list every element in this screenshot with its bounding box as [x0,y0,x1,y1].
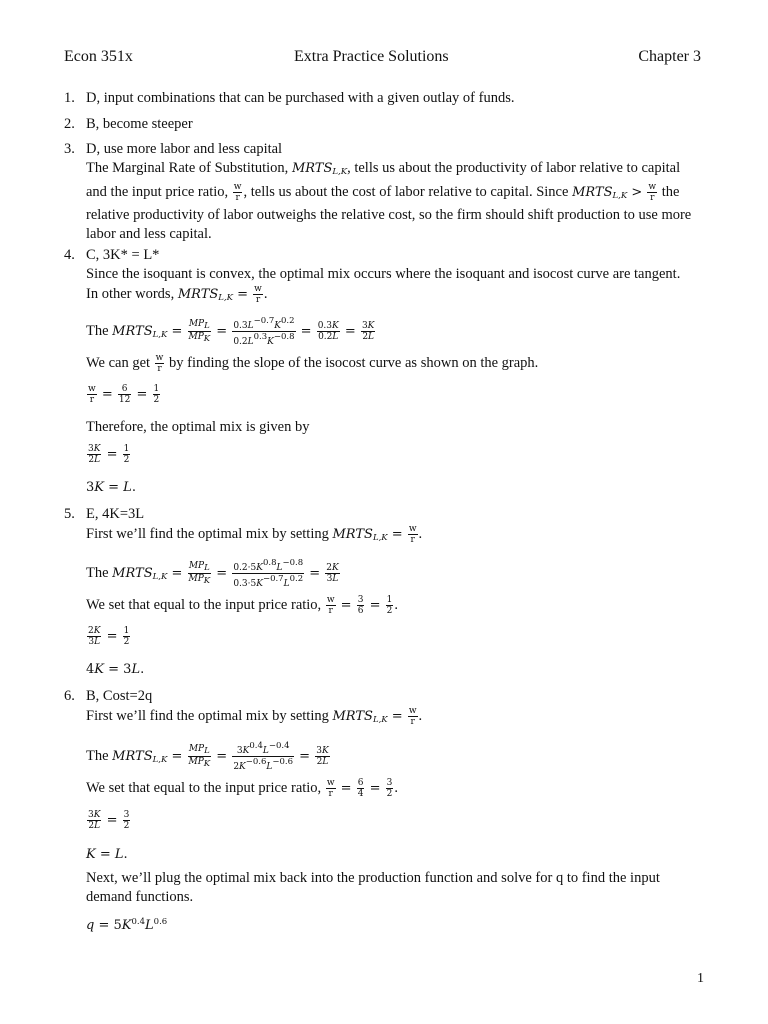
item-answer: D, input combinations that can be purchased with a given outlay of funds. [86,90,515,106]
equation-mrts: The $MRTS_{L,K}$ = $\frac{MP_L}{MP_K}$ = $\frac{0.3L^{-0.7}K^{0.2}}{0.2L^{0.3}K^{-0.8}}$ = $\frac{0.3K}{0.2L}$ = $\frac{3K}{2L}$ [86,316,375,347]
equation-result: 4K = 3L. [86,662,145,677]
explanation-line: The Marginal Rate of Substitution, $MRTS_{L,K}$, tells us about the productivity of labor relative to capital [86,160,681,177]
item-answer: C, 3K* = L* [86,247,160,263]
solution-item-6 [64,687,698,730]
item-answer: B, become steeper [86,116,193,132]
solution-item-5 [64,505,698,548]
equation-price-ratio: $\frac{w}{r}$ = $\frac{6}{12}$ = $\frac{1}{2}$ [88,384,160,405]
page-number: 1 [697,971,704,986]
explanation-line: Therefore, the optimal mix is given by [86,419,310,435]
solution-item-2 [64,115,698,134]
explanation-line: We can get $\frac{w}{r}$ by finding the slope of the isocost curve as shown on the graph. [86,353,539,374]
explanation-line: We set that equal to the input price ratio, $\frac{w}{r}$ = $\frac{6}{4}$ = $\frac{3}{2}$ . [86,778,398,799]
chapter-label: Chapter 3 [638,48,701,65]
item-number: 4. [64,247,75,263]
equation-result: 3K = L. [86,480,136,495]
equation-optimal: $\frac{3K}{2L}$ = $\frac{1}{2}$ [88,444,130,465]
page-header [64,48,701,68]
explanation-line: First we’ll find the optimal mix by setting $MRTS_{L,K}$ = $\frac{w}{r}$ . [86,706,423,727]
explanation-line: In other words, $MRTS_{L,K}$ = $\frac{w}{r}$ . [86,284,268,305]
explanation-line: We set that equal to the input price ratio, $\frac{w}{r}$ = $\frac{3}{6}$ = $\frac{1}{2}$ . [86,595,398,616]
equation-optimal: $\frac{2K}{3L}$ = $\frac{1}{2}$ [88,626,130,647]
explanation-text: relative productivity of labor outweighs the relative cost, so the firm should shift production to use more labor and less capital. [86,206,692,242]
item-answer: E, 4K=3L [86,506,145,522]
explanation-line: First we’ll find the optimal mix by setting $MRTS_{L,K}$ = $\frac{w}{r}$ . [86,524,423,545]
item-answer: B, Cost=2q [86,688,153,704]
course-title: Econ 351x [64,48,133,65]
equation-optimal: $\frac{3K}{2L}$ = $\frac{3}{2}$ [88,810,130,831]
solution-item-4 [64,246,698,308]
explanation-line: and the input price ratio, $\frac{w}{r}$ , tells us about the cost of labor relative to capital. Since $MRTS_{L,K}$ > $\frac{w}{r}$ the [86,182,680,203]
solution-item-3 [64,140,698,244]
equation-mrts: The $MRTS_{L,K}$ = $\frac{MP_L}{MP_K}$ = $\frac{0.2\cdot 5K^{0.8}L^{-0.8}}{0.3\cdot 5K^{-0.7}L^{0.2}}$ = $\frac{2K}{3L}$ [86,558,339,589]
document-title: Extra Practice Solutions [294,48,449,65]
item-number: 2. [64,116,75,132]
equation-mrts: The $MRTS_{L,K}$ = $\frac{MP_L}{MP_K}$ = $\frac{3K^{0.4}L^{-0.4}}{2K^{-0.6}L^{-0.6}}$ = $\frac{3K}{2L}$ [86,741,329,772]
explanation-line: Since the isoquant is convex, the optimal mix occurs where the isoquant and isocost curve are tangent. [86,266,681,282]
explanation-text: Next, we’ll plug the optimal mix back into the production function and solve for q to find the input demand functions. [86,870,660,905]
production-function: $q = 5K^{0.4}L^{0.6}$ [86,917,168,933]
solution-item-1 [64,89,698,108]
item-number: 6. [64,688,75,704]
item-number: 5. [64,506,75,522]
item-number: 1. [64,90,75,106]
item-number: 3. [64,141,75,157]
equation-result: K = L. [86,847,128,862]
item-answer: D, use more labor and less capital [86,141,283,157]
